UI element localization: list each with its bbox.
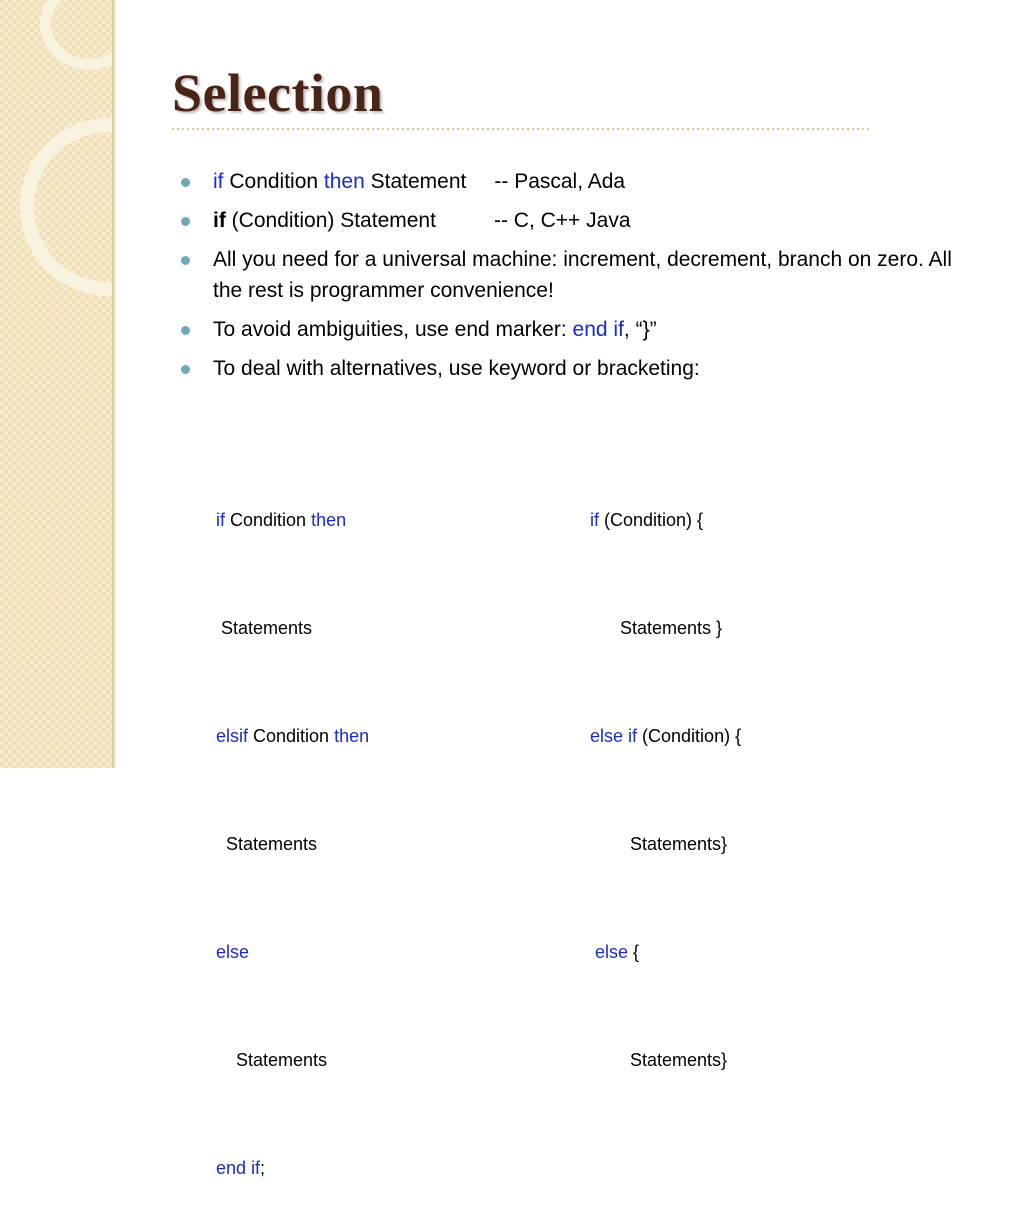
bullet-item: [176, 244, 966, 306]
bullet-dot: [181, 326, 190, 335]
code-line: Statements}: [590, 834, 728, 854]
keyword: end if: [216, 1158, 261, 1178]
keyword: then: [311, 510, 347, 530]
decorative-ring: [20, 118, 114, 296]
bullet-list: [176, 166, 966, 392]
decorative-sidebar: [0, 0, 114, 768]
keyword: if: [216, 510, 225, 530]
code-line: [590, 502, 741, 538]
bullet-note: -- Pascal, Ada: [494, 170, 626, 193]
code-line: [216, 718, 369, 754]
code-text: Condition: [225, 510, 312, 530]
bullet-dot: [181, 217, 190, 226]
code-line: Statements}: [590, 1050, 728, 1070]
bullet-dot: [181, 365, 190, 374]
keyword: else: [216, 942, 250, 962]
code-text: (Condition) {: [637, 726, 742, 746]
bullet-text: To deal with alternatives, use keyword or bracketing:: [213, 357, 700, 380]
code-block-keyword-style: [216, 430, 369, 1222]
bullet-note: -- C, C++ Java: [493, 209, 631, 232]
bullet-item: [176, 166, 966, 197]
keyword: then: [334, 726, 370, 746]
keyword: elsif: [216, 726, 249, 746]
keyword: if: [590, 510, 599, 530]
bullet-text: Condition: [229, 170, 319, 193]
bullet-text: Statement: [370, 170, 467, 193]
bullet-text: , “}”: [623, 318, 657, 341]
keyword: else if: [590, 726, 638, 746]
bullet-dot: [181, 178, 190, 187]
code-block-bracket-style: [590, 430, 741, 1114]
code-line: [590, 934, 741, 970]
bullet-text: All you need for a universal machine: increment, decrement, branch on zero. All the rest is programmer convenience!: [213, 248, 952, 302]
keyword: if: [213, 209, 226, 232]
keyword: else: [595, 942, 629, 962]
keyword: then: [323, 170, 365, 193]
code-text: {: [628, 942, 640, 962]
code-line: Statements: [216, 618, 313, 638]
bullet-item: [176, 353, 966, 384]
keyword: if: [213, 170, 224, 193]
slide-title: Selection: [172, 63, 384, 123]
sidebar-edge: [112, 0, 117, 768]
code-line: [216, 934, 369, 970]
bullet-text: (Condition) Statement: [231, 209, 436, 232]
bullet-dot: [181, 256, 190, 265]
bullet-item: [176, 314, 966, 345]
title-dotted-underline: [172, 126, 872, 132]
code-line: Statements }: [590, 618, 723, 638]
code-line: Statements: [216, 834, 318, 854]
code-line: Statements: [216, 1050, 328, 1070]
decorative-ring: [40, 0, 114, 70]
bullet-item: [176, 205, 966, 236]
code-line: [590, 718, 741, 754]
code-text: (Condition) {: [599, 510, 704, 530]
code-text: Condition: [248, 726, 335, 746]
code-line: [216, 502, 369, 538]
keyword: end if: [572, 318, 624, 341]
bullet-text: To avoid ambiguities, use end marker:: [213, 318, 567, 341]
code-text: ;: [260, 1158, 266, 1178]
code-line: [216, 1150, 369, 1186]
